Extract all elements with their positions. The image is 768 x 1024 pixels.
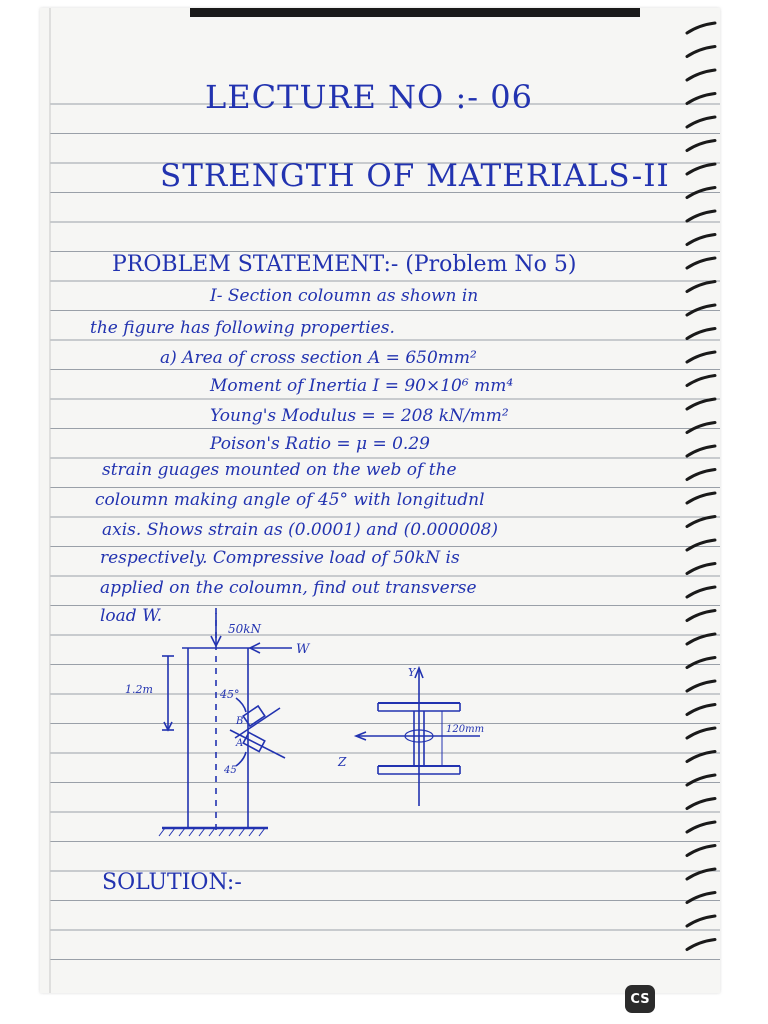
lecture-heading: LECTURE NO :- 06 [205,78,533,116]
spiral-ring [687,235,715,245]
spiral-ring [687,658,715,668]
spiral-ring [687,775,715,785]
spiral-ring [687,188,715,198]
problem-line: Young's Modulus = = 208 kN/mm² [210,406,509,426]
w-label: W [296,642,310,657]
angle-bottom-label: 45 [224,765,237,776]
angle-top-label: 45° [220,688,240,701]
spiral-ring [687,211,715,221]
spiral-ring [687,141,715,151]
problem-line: respectively. Compressive load of 50kN is [100,548,460,568]
spiral-ring [687,282,715,292]
spiral-ring [687,493,715,503]
spiral-ring [687,799,715,809]
problem-line: a) Area of cross section A = 650mm² [160,348,477,368]
problem-title: PROBLEM STATEMENT:- (Problem No 5) [112,252,577,277]
spiral-ring [687,587,715,597]
z-axis-label: Z [338,755,347,769]
problem-line: Moment of Inertia I = 90×10⁶ mm⁴ [210,376,514,396]
spiral-ring [687,611,715,621]
gauge-b-label: B [236,716,244,727]
problem-line: the figure has following properties. [90,318,395,338]
spiral-ring [687,329,715,339]
column-figure [40,8,720,993]
camscanner-badge: CS [625,985,655,1013]
spiral-ring [687,916,715,926]
spiral-ring [687,470,715,480]
spiral-ring [687,517,715,527]
spiral-ring [687,940,715,950]
notebook-page [40,8,720,993]
angle-arc-bottom [236,752,246,766]
spiral-ring [687,846,715,856]
problem-line: strain guages mounted on the web of the [102,460,457,480]
spiral-ring [687,305,715,315]
spiral-ring [687,423,715,433]
dimension-120mm-label: 120mm [446,724,485,735]
problem-line: axis. Shows strain as (0.0001) and (0.000008) [102,520,498,540]
spiral-ring [687,705,715,715]
spiral-ring [687,822,715,832]
spiral-ring [687,634,715,644]
spiral-ring [687,446,715,456]
spiral-ring [687,681,715,691]
spiral-ring [687,869,715,879]
spiral-ring [687,352,715,362]
spiral-ring [687,893,715,903]
spiral-ring [687,376,715,386]
spiral-ring [687,752,715,762]
problem-line: applied on the coloumn, find out transverse [100,578,477,598]
spiral-ring [687,70,715,80]
spiral-ring [687,164,715,174]
problem-line: load W. [100,606,162,626]
spiral-ring [687,540,715,550]
subject-heading: STRENGTH OF MATERIALS-II [160,158,670,194]
problem-line: I- Section coloumn as shown in [210,286,479,306]
spiral-ring [687,23,715,33]
height-label: 1.2m [125,683,153,696]
strain-gauge-b [243,706,265,726]
spiral-ring [687,728,715,738]
spiral-ring [687,47,715,57]
solution-heading: SOLUTION:- [102,870,242,895]
spiral-ring [687,564,715,574]
problem-line: Poison's Ratio = μ = 0.29 [210,434,430,454]
spiral-ring [687,258,715,268]
spiral-ring [687,399,715,409]
spiral-ring [687,117,715,127]
gauge-a-label: A [236,738,244,749]
spiral-binding [685,15,725,975]
y-axis-label: Y [408,666,416,679]
load-label: 50kN [228,622,262,636]
problem-line: coloumn making angle of 45° with longitudnl [95,490,485,510]
spiral-ring [687,94,715,104]
